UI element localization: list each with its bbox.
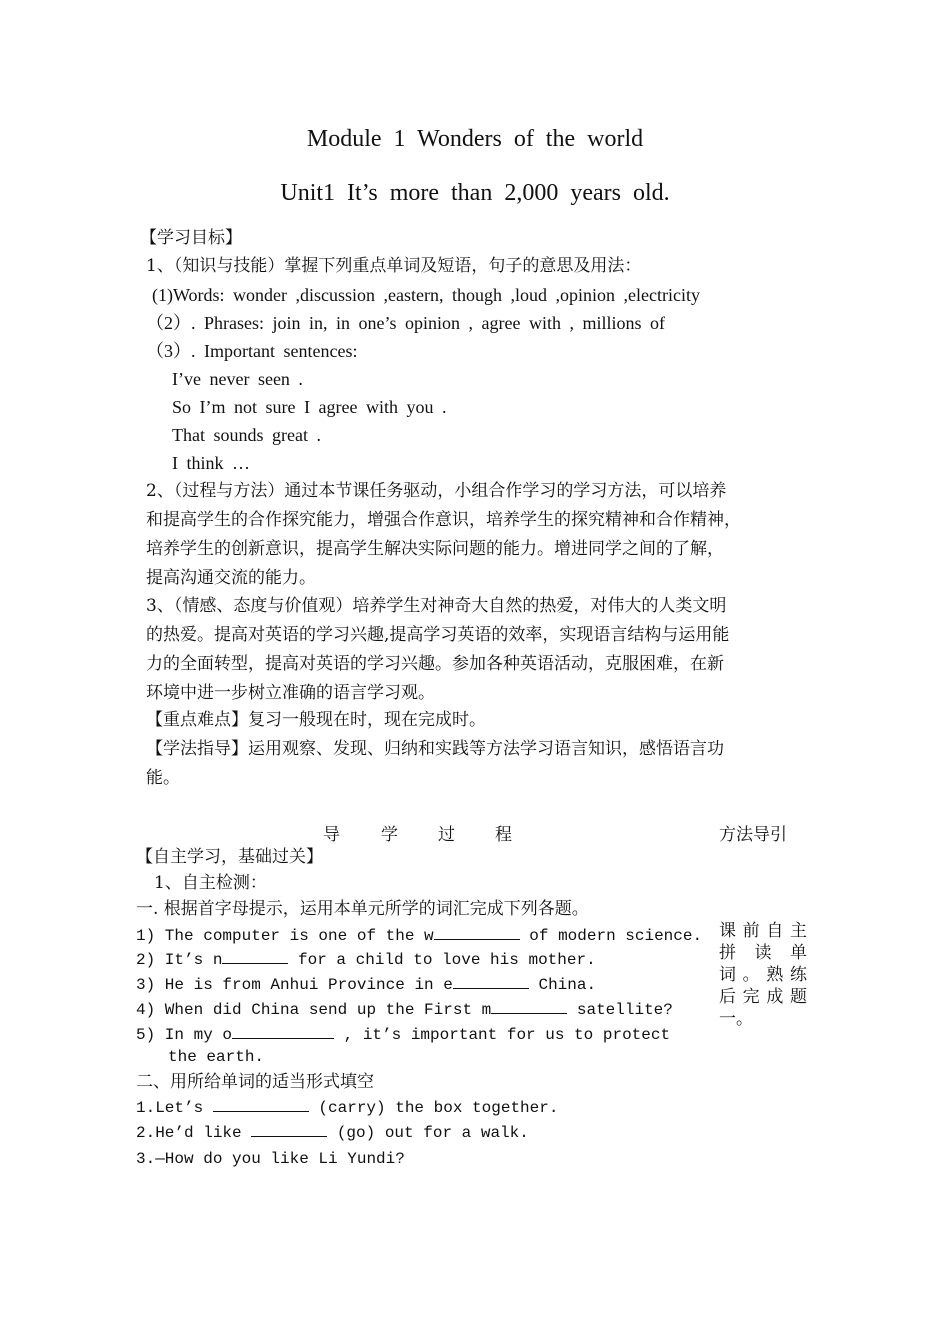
self-check-label: 1、自主检测： — [154, 873, 267, 893]
self-study-heading: 【自主学习，基础过关】 — [136, 847, 323, 867]
part-two-instructions: 二、用所给单词的适当形式填空 — [136, 1072, 374, 1092]
objective-process-line-1: 2、（过程与方法）通过本节课任务驱动，小组合作学习的学习方法，可以培养 — [146, 481, 727, 501]
method-guide-note: 课前自主 拼读单 词。熟练 后完成题 一。 — [719, 921, 807, 1029]
exercise-4: 4) When did China send up the First m satellite? — [136, 1001, 673, 1019]
objective-emotion-line-3: 力的全面转型，提高对英语的学习兴趣。参加各种英语活动，克服困难，在新 — [146, 654, 724, 674]
process-header — [0, 820, 950, 844]
objective-process-line-3: 培养学生的创新意识，提高学生解决实际问题的能力。增进同学之间的了解， — [146, 539, 724, 559]
key-points: 【重点难点】复习一般现在时，现在完成时。 — [146, 710, 486, 730]
objective-process-line-2: 和提高学生的合作探究能力，增强合作意识，培养学生的探究精神和合作精神， — [146, 510, 741, 530]
part-one-instructions: 一. 根据首字母提示，运用本单元所学的词汇完成下列各题。 — [136, 899, 589, 919]
sentences-label: （3）. Important sentences: — [146, 341, 358, 361]
exercise-5: 5) In my o , it’s important for us to protect — [136, 1026, 671, 1044]
exercise-2: 2) It’s n for a child to love his mother. — [136, 951, 596, 969]
objective-process-line-4: 提高沟通交流的能力。 — [146, 568, 316, 588]
answer-blank[interactable] — [251, 1122, 327, 1137]
answer-blank[interactable] — [222, 949, 288, 964]
module-title: Module 1 Wonders of the world — [306, 126, 644, 152]
answer-blank[interactable] — [453, 974, 529, 989]
sentence-4: I think … — [172, 453, 250, 473]
sentence-3: That sounds great . — [172, 425, 321, 445]
sentence-1: I’ve never seen . — [172, 369, 303, 389]
process-char-2: 学 — [381, 825, 398, 845]
fill-exercise-1: 1.Let’s (carry) the box together. — [136, 1099, 559, 1117]
phrases-line: （2）. Phrases: join in, in one’s opinion , agree with , millions of — [146, 313, 665, 333]
unit-title: Unit1 It’s more than 2,000 years old. — [280, 180, 670, 206]
objective-emotion-line-2: 的热爱。提高对英语的学习兴趣,提高学习英语的效率，实现语言结构与运用能 — [146, 625, 730, 645]
objective-emotion-line-4: 环境中进一步树立准确的语言学习观。 — [146, 683, 435, 703]
method-guide-line-2: 能。 — [146, 768, 180, 788]
answer-blank[interactable] — [232, 1024, 334, 1039]
answer-blank[interactable] — [213, 1097, 309, 1112]
answer-blank[interactable] — [434, 925, 520, 940]
objective-knowledge: 1、（知识与技能）掌握下列重点单词及短语，句子的意思及用法： — [146, 256, 642, 276]
objective-emotion-line-1: 3、（情感、态度与价值观）培养学生对神奇大自然的热爱，对伟大的人类文明 — [146, 596, 727, 616]
exercise-5-continued: the earth. — [168, 1048, 265, 1066]
words-line: (1)Words: wonder ,discussion ,eastern, though ,loud ,opinion ,electricity — [152, 285, 700, 305]
answer-blank[interactable] — [491, 999, 567, 1014]
objectives-heading: 【学习目标】 — [140, 228, 242, 248]
process-char-3: 过 — [438, 825, 455, 845]
method-guide-line-1: 【学法指导】运用观察、发现、归纳和实践等方法学习语言知识，感悟语言功 — [146, 739, 724, 759]
sentence-2: So I’m not sure I agree with you . — [172, 397, 447, 417]
exercise-3: 3) He is from Anhui Province in e China. — [136, 976, 597, 994]
method-guide-header: 方法导引 — [719, 825, 787, 845]
fill-exercise-2: 2.He’d like (go) out for a walk. — [136, 1124, 529, 1142]
process-char-4: 程 — [495, 825, 512, 845]
fill-exercise-3: 3.—How do you like Li Yundi? — [136, 1150, 405, 1168]
exercise-1: 1) The computer is one of the w of modern science. — [136, 927, 703, 945]
process-char-1: 导 — [323, 825, 340, 845]
